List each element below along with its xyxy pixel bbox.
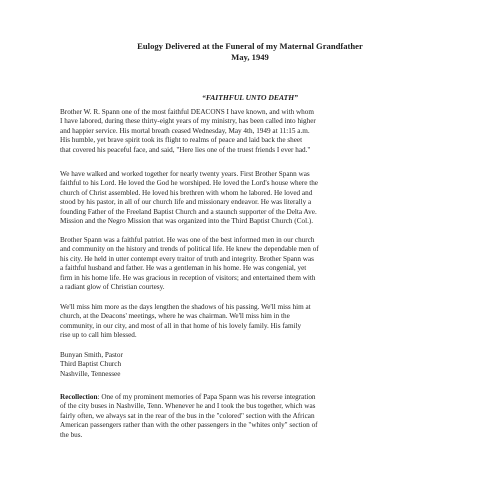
paragraph-4 [60,303,444,341]
paragraph-1 [60,108,444,155]
signature-name: Bunyan Smith, Pastor [60,351,123,359]
text-line: and community on the history and trends of political life. He knew the dependable men of [60,245,319,254]
signature-location: Nashville, Tennessee [60,369,121,378]
recollection-first-line: : One of my prominent memories of Papa Spann was his reverse integration [97,393,316,401]
text-line: community, in our city, and most of all in that home of his lovely family. His family [60,321,302,330]
text-line: We have walked and worked together for nearly twenty years. First Brother Spann was [60,170,310,178]
signature-block [60,351,444,379]
text-line: church, at the Deacons' meetings, where he was chairman. We'll miss him in the [60,312,290,321]
text-line: the bus. [60,430,83,439]
text-line: Mission and the Negro Mission that was organized into the Third Baptist Church (Col.). [60,217,314,226]
text-line: a faithful husband and father. He was a gentleman in his home. He was congenial, yet [60,264,307,273]
text-line: his city. He held in utter contempt every traitor of truth and integrity. Brother Spann was [60,254,314,263]
text-line: I have labored, during these thirty-eight years of my ministry, has been called into higher [60,117,316,126]
text-line: of the city buses in Nashville, Tenn. Whenever he and I took the bus together, which was [60,402,316,411]
text-line: His humble, yet brave spirit took its flight to realms of peace and laid back the sheet [60,136,303,145]
document-title: Eulogy Delivered at the Funeral of my Maternal Grandfather [137,41,363,51]
text-line: faithful to his Lord. He loved the God he worshiped. He loved the Lord's house where the [60,179,318,188]
text-line: We'll miss him more as the days lengthen the shadows of his passing. We'll miss him at [60,303,311,311]
text-line: that covered his peaceful face, and said, "Here lies one of the truest friends I ever had." [60,145,311,154]
text-line: rise up to call him blessed. [60,331,137,340]
text-line: American passengers rather than with the other passengers in the "whites only" section of [60,421,318,430]
text-line: stood by his pastor, in all of our church life and missionary endeavor. He was literally a [60,198,312,207]
signature-church: Third Baptist Church [60,360,122,369]
recollection-label: Recollection [60,393,98,401]
text-line: a radiant glow of Christian courtesy. [60,283,165,292]
paragraph-2 [60,170,444,226]
text-line [60,393,444,402]
recollection-paragraph [60,393,444,440]
text-line: founding Father of the Freeland Baptist Church and a staunch supporter of the Delta Ave. [60,207,317,216]
text-line: firm in his home life. He was gracious in reception of visitors; and entertained them with [60,273,316,282]
text-line: Brother W. R. Spann one of the most faithful DEACONS I have known, and with whom [60,108,314,116]
paragraph-3 [60,236,444,292]
text-line: fairly often, we always sat in the rear of the bus in the "colored" section with the African [60,411,315,420]
text-line: and happier service. His mortal breath ceased Wednesday, May 4th, 1949 at 11:15 a.m. [60,126,310,135]
text-line: Brother Spann was a faithful patriot. He was one of the best informed men in our church [60,236,315,244]
document-date: May, 1949 [231,52,269,62]
document-subtitle: “FAITHFUL UNTO DEATH” [202,93,298,102]
text-line: church of Christ assembled. He loved his brethren with whom he labored. He loved and [60,188,313,197]
